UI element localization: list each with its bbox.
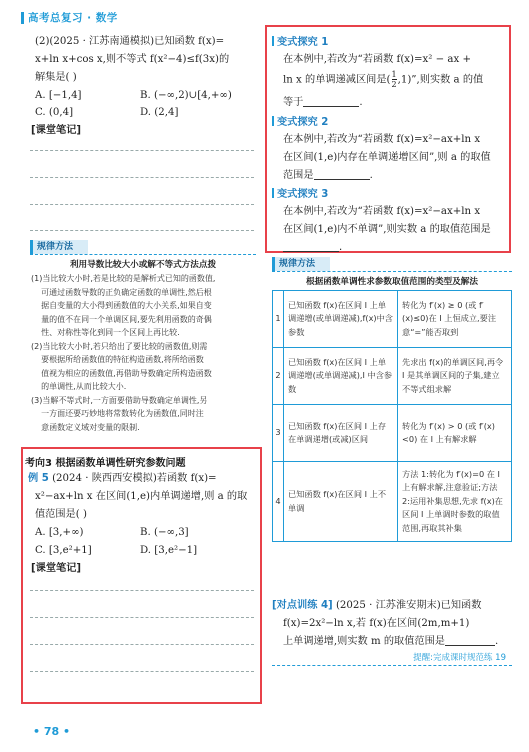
footer-divider (272, 665, 512, 666)
note-line (30, 177, 254, 178)
problem2-option-b[interactable]: B. (−∞,2)∪[4,+∞) (140, 90, 232, 101)
row-number: 2 (273, 348, 284, 405)
problem2-line2: x+ln x+cos x,则不等式 f(x²−4)≤f(3x)的 (35, 54, 230, 65)
problem2-line1: (2)(2025 · 江苏南通模拟)已知函数 f(x)= (35, 36, 225, 47)
condition-cell: 已知函数 f(x)在区间 I 上不单调 (284, 462, 398, 542)
variant1-line1: 在本例中,若改为“若函数 f(x)=x² − ax + (283, 54, 471, 65)
fraction-numerator: 1 (391, 70, 397, 79)
variant3-tag: 变式探究 3 (272, 185, 328, 200)
example5-line1: (2024 · 陕西西安模拟)若函数 f(x)= (52, 473, 217, 484)
method-table-row (273, 291, 512, 348)
kaoxiang-title: 考向3 根据函数单调性研究参数问题 (25, 458, 186, 469)
row-number: 3 (273, 405, 284, 462)
method-line: 要根据所给函数值的特征构造函数,将所给函数 (31, 355, 204, 364)
example5-line3: 值范围是( ) (35, 509, 87, 520)
variant3-line2: 在区间(1,e)内不单调”,则实数 a 的取值范围是 (283, 224, 491, 235)
row-number: 4 (273, 462, 284, 542)
problem2-option-c[interactable]: C. (0,4] (35, 107, 74, 118)
condition-cell: 已知函数 f(x)在区间 I 上单调递增(或单调递减),I 中含参数 (284, 348, 398, 405)
variant2-line2: 在区间(1,e)内存在单调递增区间”,则 a 的取值 (283, 152, 491, 163)
variant3-line3: . (283, 239, 342, 256)
example5-line2: x²−ax+ln x 在区间(1,e)内单调递增,则 a 的取 (35, 491, 248, 502)
method-line: 可通过函数导数的正负确定函数的单调性,然后根 (31, 287, 212, 297)
footer-reminder: 提醒:完成课时规范练 19 (413, 653, 506, 663)
note-line (30, 590, 254, 591)
problem2-notes-label: [课堂笔记] (31, 125, 82, 136)
note-line (30, 644, 254, 645)
note-line (30, 150, 254, 151)
method-table-row (273, 348, 512, 405)
method-table (272, 290, 512, 542)
answer-blank[interactable] (303, 95, 359, 107)
solution-cell: 转化为 f′(x) ≥ 0 (或 f′(x)≤0)在 I 上恒成立,要注意“=”能否取到 (398, 291, 512, 348)
method-line: 意函数定义域对变量的限制. (31, 422, 140, 432)
method-title-right: 根据函数单调性求参数取值范围的类型及解法 (306, 277, 478, 287)
example5-notes-label: [课堂笔记] (31, 563, 82, 574)
row-number: 1 (273, 291, 284, 348)
variant2-line1: 在本例中,若改为“若函数 f(x)=x²−ax+ln x (283, 134, 481, 145)
solution-cell: 方法 1:转化为 f′(x)=0 在 I 上有解求解,注意验证;方法 2:运用补集思想,先求 f(x)在区间 I 上单调时参数的取值范围,再取其补集 (398, 462, 512, 542)
example5-option-b[interactable]: B. (−∞,3] (140, 527, 189, 538)
method-line: (2)当比较大小时,若只给出了要比较的函数值,则需 (31, 341, 208, 351)
example5-option-d[interactable]: D. [3,e²−1] (140, 545, 198, 556)
problem2-option-a[interactable]: A. [−1,4] (35, 90, 82, 101)
variant2-line3: 范围是 . (283, 170, 373, 181)
method-divider (272, 271, 512, 272)
method-line: 的单调性,从而比较大小. (31, 382, 127, 391)
example5-option-a[interactable]: A. [3,+∞) (35, 527, 84, 538)
method-line: 一方面还要巧妙地将常数转化为函数值,同时注 (31, 409, 204, 418)
drill-tag: [对点训练 4] (272, 600, 333, 611)
method-title: 利用导数比较大小或解不等式方法点拨 (69, 260, 217, 270)
variant1-tag: 变式探究 1 (272, 33, 328, 48)
example5-option-c[interactable]: C. [3,e²+1] (35, 545, 92, 556)
method-table-row (273, 462, 512, 542)
answer-blank[interactable] (445, 634, 495, 646)
method-line: 据自变量的大小得到函数值的大小关系,如果自变 (31, 301, 212, 310)
condition-cell: 已知函数 f(x)在区间 I 上存在单调递增(或减)区间 (284, 405, 398, 462)
note-line (30, 617, 254, 618)
method-tag: 规律方法 (30, 240, 88, 254)
method-line: (3)当解不等式时,一方面要借助导数确定单调性,另 (31, 395, 208, 405)
variant2-tag: 变式探究 2 (272, 113, 328, 128)
solution-cell: 转化为 f′(x) > 0 (或 f′(x)<0) 在 I 上有解求解 (398, 405, 512, 462)
method-line: 量的值不在同一个单调区间,要先利用函数的奇偶 (31, 314, 212, 324)
variant1-line3: 等于 . (283, 97, 363, 108)
method-body (31, 272, 257, 434)
method-table-row (273, 405, 512, 462)
page-number: • 78 • (33, 725, 71, 738)
problem2-option-d[interactable]: D. (2,4] (140, 107, 179, 118)
variant3-line1: 在本例中,若改为“若函数 f(x)=x²−ax+ln x (283, 206, 481, 217)
drill-line3: 上单调递增,则实数 m 的取值范围是 . (283, 636, 499, 647)
answer-blank[interactable] (283, 240, 339, 252)
solution-cell: 先求出 f(x)的单调区间,再令 I 是其单调区间的子集,建立不等式组求解 (398, 348, 512, 405)
variant1-line2: ln x 的单调递减区间是( $\frac{1}{2}$ ,1)”,则实数 a 的值 (283, 70, 484, 89)
answer-blank[interactable] (314, 168, 370, 180)
method-line: (1)当比较大小时,若是比较的是解析式已知的函数值, (31, 274, 216, 283)
condition-cell: 已知函数 f(x)在区间 I 上单调递增(或单调递减),f(x)中含参数 (284, 291, 398, 348)
drill-line2: f(x)=2x²−ln x,若 f(x)在区间(2m,m+1) (283, 618, 470, 629)
example-label: 例 5 (28, 473, 49, 484)
method-line: 性、对称性等化到同一个区间上再比较. (31, 328, 180, 337)
fraction-denominator: 2 (391, 80, 397, 89)
drill-line1: (2025 · 江苏淮安期末)已知函数 (335, 600, 482, 611)
method-tag-right: 规律方法 (272, 257, 330, 271)
note-line (30, 671, 254, 672)
header-title: 高考总复习 · 数学 (28, 12, 118, 24)
method-line: 值视为相应的函数值,再借助导数确定所构造函数 (31, 368, 212, 378)
note-line (30, 204, 254, 205)
header-accent-bar (21, 12, 24, 24)
method-divider (30, 254, 256, 255)
note-line (30, 230, 254, 231)
problem2-line3: 解集是( ) (35, 72, 77, 83)
